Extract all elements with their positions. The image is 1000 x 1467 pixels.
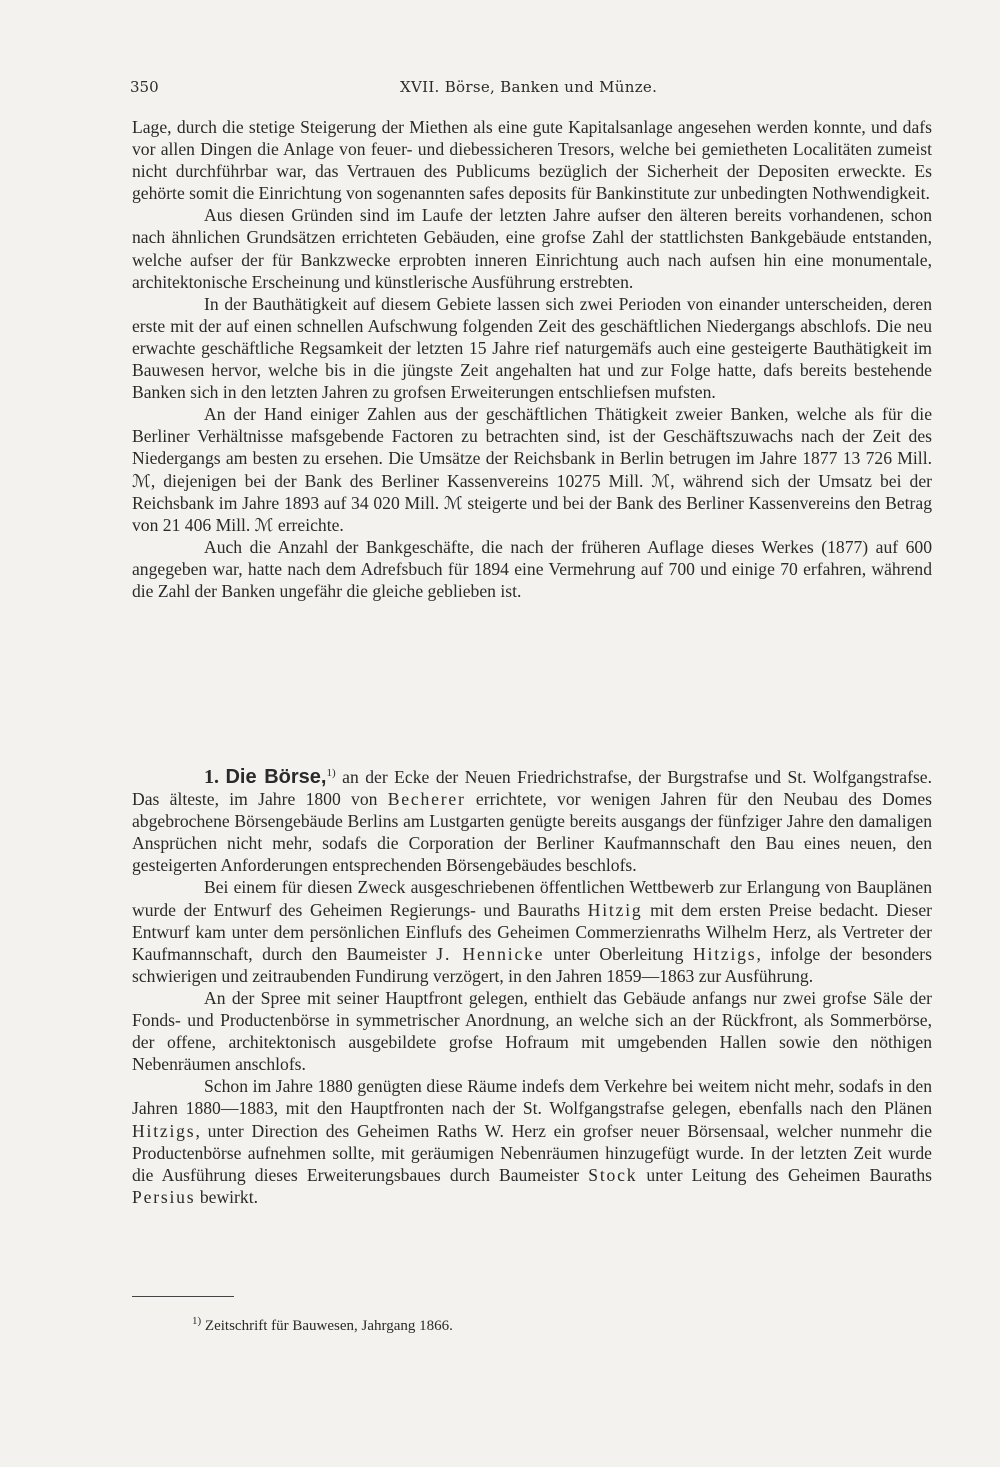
person-name: Stock xyxy=(588,1164,638,1185)
paragraph: Auch die Anzahl der Bankgeschäfte, die nach der früheren Auflage dieses Werkes (1877) auf 600 angegeben war, hatte nach dem Adrefsbuch für 1894 eine Vermehrung auf 700 und einige 70 erfahren, während die Zahl der Banken ungefähr die gleiche geblieben ist. xyxy=(132,536,932,601)
section-paragraph: An der Spree mit seiner Hauptfront gelegen, enthielt das Gebäude anfangs nur zwei grofse Säle der Fonds- und Productenbörse in symmetrischer Anordnung, an welche sich an der Rückfront, als Sommerbörse, der offene, architektonisch ausgebildete grofse Hofraum mit umgebenden Hallen sowie den nöthigen Nebenräumen anschlofs. xyxy=(132,987,932,1075)
paragraph: In der Bauthätigkeit auf diesem Gebiete lassen sich zwei Perioden von einander unterscheiden, deren erste mit der auf einen schnellen Aufschwung folgenden Zeit des geschäftlichen Niedergangs abschlofs. Die neu erwachte geschäftliche Regsamkeit der letzten 15 Jahre rief naturgemäfs auch eine gesteigerte Bauthätigkeit im Bauwesen hervor, welche bis in die jüngste Zeit angehalten hat und zur Folge hatte, dafs bereits bestehende Banken sich in den letzten Jahren zu grofsen Erweiterungen entschliefsen mufsten. xyxy=(132,293,932,403)
intro-text xyxy=(132,116,932,602)
page-number: 350 xyxy=(130,78,159,96)
person-name: Hitzig xyxy=(587,899,643,920)
paragraph: Lage, durch die stetige Steigerung der Miethen als eine gute Kapitalsanlage angesehen werden konnte, und dafs vor allen Dingen die Anlage von feuer- und diebessicheren Tresors, welche bei gemietheten Localitäten zumeist nicht durchführbar war, das Vertrauen des Publicums bezüglich der Sicherheit der Depositen erweckte. Es gehörte somit die Einrichtung von sogenannten safes deposits für Bankinstitute zur unbedingten Nothwendigkeit. xyxy=(132,117,932,204)
person-name: Hitzigs xyxy=(132,1120,196,1141)
section-title: Die Börse, xyxy=(225,766,327,788)
section-paragraph: Bei einem für diesen Zweck ausgeschriebenen öffentlichen Wettbewerb zur Erlangung von Bauplänen wurde der Entwurf des Geheimen Regierungs- und Bauraths Hitzig mit dem ersten Preise bedacht. Dieser Entwurf kam unter dem persönlichen Einflufs des Geheimen Commerzienraths Wilhelm Herz, als Vertreter der Kaufmannschaft, durch den Baumeister J. Hennicke unter Oberleitung Hitzigs, infolge der besonders schwierigen und zeitraubenden Fundirung verzögert, in den Jahren 1859—1863 zur Ausführung. xyxy=(132,877,933,986)
section-paragraph: Schon im Jahre 1880 genügten diese Räume indefs dem Verkehre bei weitem nicht mehr, sodafs in den Jahren 1880—1883, mit den Hauptfronten nach der St. Wolfgangstrafse gelegen, ebenfalls nach den Plänen Hitzigs, unter Direction des Geheimen Raths W. Herz ein grofser neuer Börsensaal, welcher nunmehr die Productenbörse aufnehmen sollte, mit geräumigen Nebenräumen hinzugefügt wurde. In der letzten Zeit wurde die Ausführung dieses Erweiterungsbaues durch Baumeister Stock unter Leitung des Geheimen Bauraths Persius bewirkt. xyxy=(132,1076,932,1207)
page-header xyxy=(130,78,930,100)
section-boerse xyxy=(132,766,932,1208)
person-name: J. Hennicke xyxy=(436,943,545,964)
person-name: Hitzigs xyxy=(693,943,757,964)
footnote-reference: 1) xyxy=(326,767,336,780)
paragraph: Aus diesen Gründen sind im Laufe der letzten Jahre aufser den älteren bereits vorhandenen, schon nach ähnlichen Grundsätzen errichteten Gebäuden, eine grofse Zahl der stattlichsten Bankgebäude entstanden, welche aufser der für Bankzwecke erprobten inneren Einrichtung auch nach aufsen hin eine monumentale, architektonische Erscheinung und künstlerische Ausführung erstrebten. xyxy=(132,205,932,292)
section-paragraph: 1. Die Börse,$^{1)}$ an der Ecke der Neuen Friedrichstrafse, der Burgstrafse und St. Wolfgangstrafse. Das älteste, im Jahre 1800 von Becherer errichtete, vor wenigen Jahren für den Neubau des Domes abgebrochene Börsengebäude Berlins am Lustgarten genügte bereits ausgangs der fünfziger Jahre den damaligen Ansprüchen nicht mehr, sodafs die Corporation der Berliner Kaufmannschaft den Bau eines neuen, den gesteigerten Anforderungen entsprechenden Börsengebäudes beschlofs. xyxy=(132,766,932,876)
person-name: Becherer xyxy=(387,789,466,810)
footnote-mark: 1) xyxy=(192,1315,202,1327)
footnote-text: Zeitschrift für Bauwesen, Jahrgang 1866. xyxy=(204,1318,453,1334)
running-title: XVII. Börse, Banken und Münze. xyxy=(400,78,658,96)
person-name: Persius xyxy=(132,1186,196,1207)
footnote-divider xyxy=(132,1296,234,1297)
footnote xyxy=(192,1315,453,1335)
section-number: 1. xyxy=(204,766,219,788)
paragraph: An der Hand einiger Zahlen aus der geschäftlichen Thätigkeit zweier Banken, welche als für die Berliner Verhältnisse mafsgebende Factoren zu betrachten sind, ist der Geschäftszuwachs nach der Zeit des Niedergangs am besten zu ersehen. Die Umsätze der Reichsbank in Berlin betrugen im Jahre 1877 13 726 Mill. ℳ, diejenigen bei der Bank des Berliner Kassenvereins 10275 Mill. ℳ, während sich der Umsatz bei der Reichsbank im Jahre 1893 auf 34 020 Mill. ℳ steigerte und bei der Bank des Berliner Kassenvereins den Betrag von 21 406 Mill. ℳ erreichte. xyxy=(132,404,932,535)
